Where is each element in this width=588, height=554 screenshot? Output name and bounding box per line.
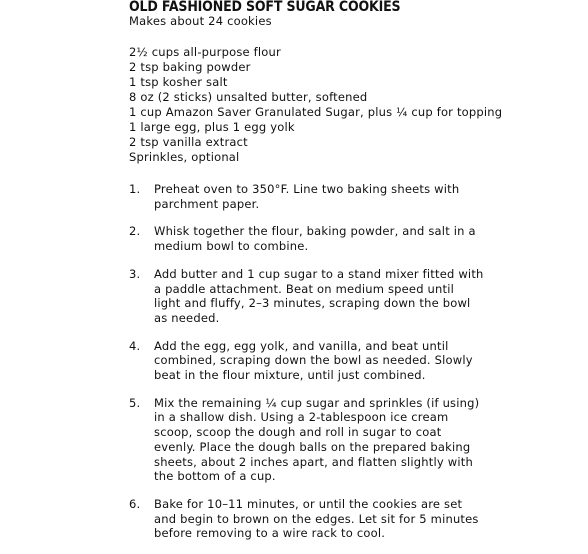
step-text: Mix the remaining ¼ cup sugar and sprinkles (if using) in a shallow dish. Using a 2-tablespoon ice cream scoop, scoop the dough and roll in sugar to coat evenly. Place the dough balls on the prepared baking sheets, about 2 inches apart, and flatten slightly with the bottom of a cup. [154,395,480,484]
instruction-step [129,339,584,383]
instruction-step [129,267,584,326]
ingredient-item: 1 large egg, plus 1 egg yolk [129,120,295,134]
ingredient-item: 1 cup Amazon Saver Granulated Sugar, plus ¼ cup for topping [129,105,503,119]
ingredient-item: 2½ cups all-purpose flour [129,45,281,59]
recipe-title: OLD FASHIONED SOFT SUGAR COOKIES [129,0,401,15]
instruction-list [129,182,584,541]
instruction-step [129,224,584,253]
instruction-step [129,396,584,484]
recipe-card [129,0,584,554]
ingredient-list [129,45,584,165]
ingredient-item: 2 tsp baking powder [129,60,251,74]
step-text: Add butter and 1 cup sugar to a stand mixer fitted with a paddle attachment. Beat on medium speed until light and fluffy, 2–3 minutes, scraping down the bowl as needed. [154,266,484,325]
step-number: 1. [129,182,141,196]
step-number: 2. [129,224,141,239]
recipe-yield: Makes about 24 cookies [129,14,272,28]
ingredient-item: 2 tsp vanilla extract [129,135,248,149]
step-text: Add the egg, egg yolk, and vanilla, and beat until combined, scraping down the bowl as needed. Slowly beat in the flour mixture, until just combined. [154,338,473,383]
instruction-step [129,497,584,541]
step-text: Whisk together the flour, baking powder, and salt in a medium bowl to combine. [154,224,476,254]
instruction-step [129,182,584,211]
step-number: 3. [129,266,141,281]
step-text: Bake for 10–11 minutes, or until the cookies are set and begin to brown on the edges. Let sit for 5 minutes before removing to a wire rack to cool. [154,496,479,541]
step-number: 5. [129,395,141,410]
step-number: 6. [129,496,141,511]
step-number: 4. [129,338,141,353]
step-text: Preheat oven to 350°F. Line two baking sheets with parchment paper. [154,182,460,211]
ingredient-item: Sprinkles, optional [129,150,240,164]
ingredient-item: 1 tsp kosher salt [129,75,228,89]
ingredient-item: 8 oz (2 sticks) unsalted butter, softened [129,90,368,104]
